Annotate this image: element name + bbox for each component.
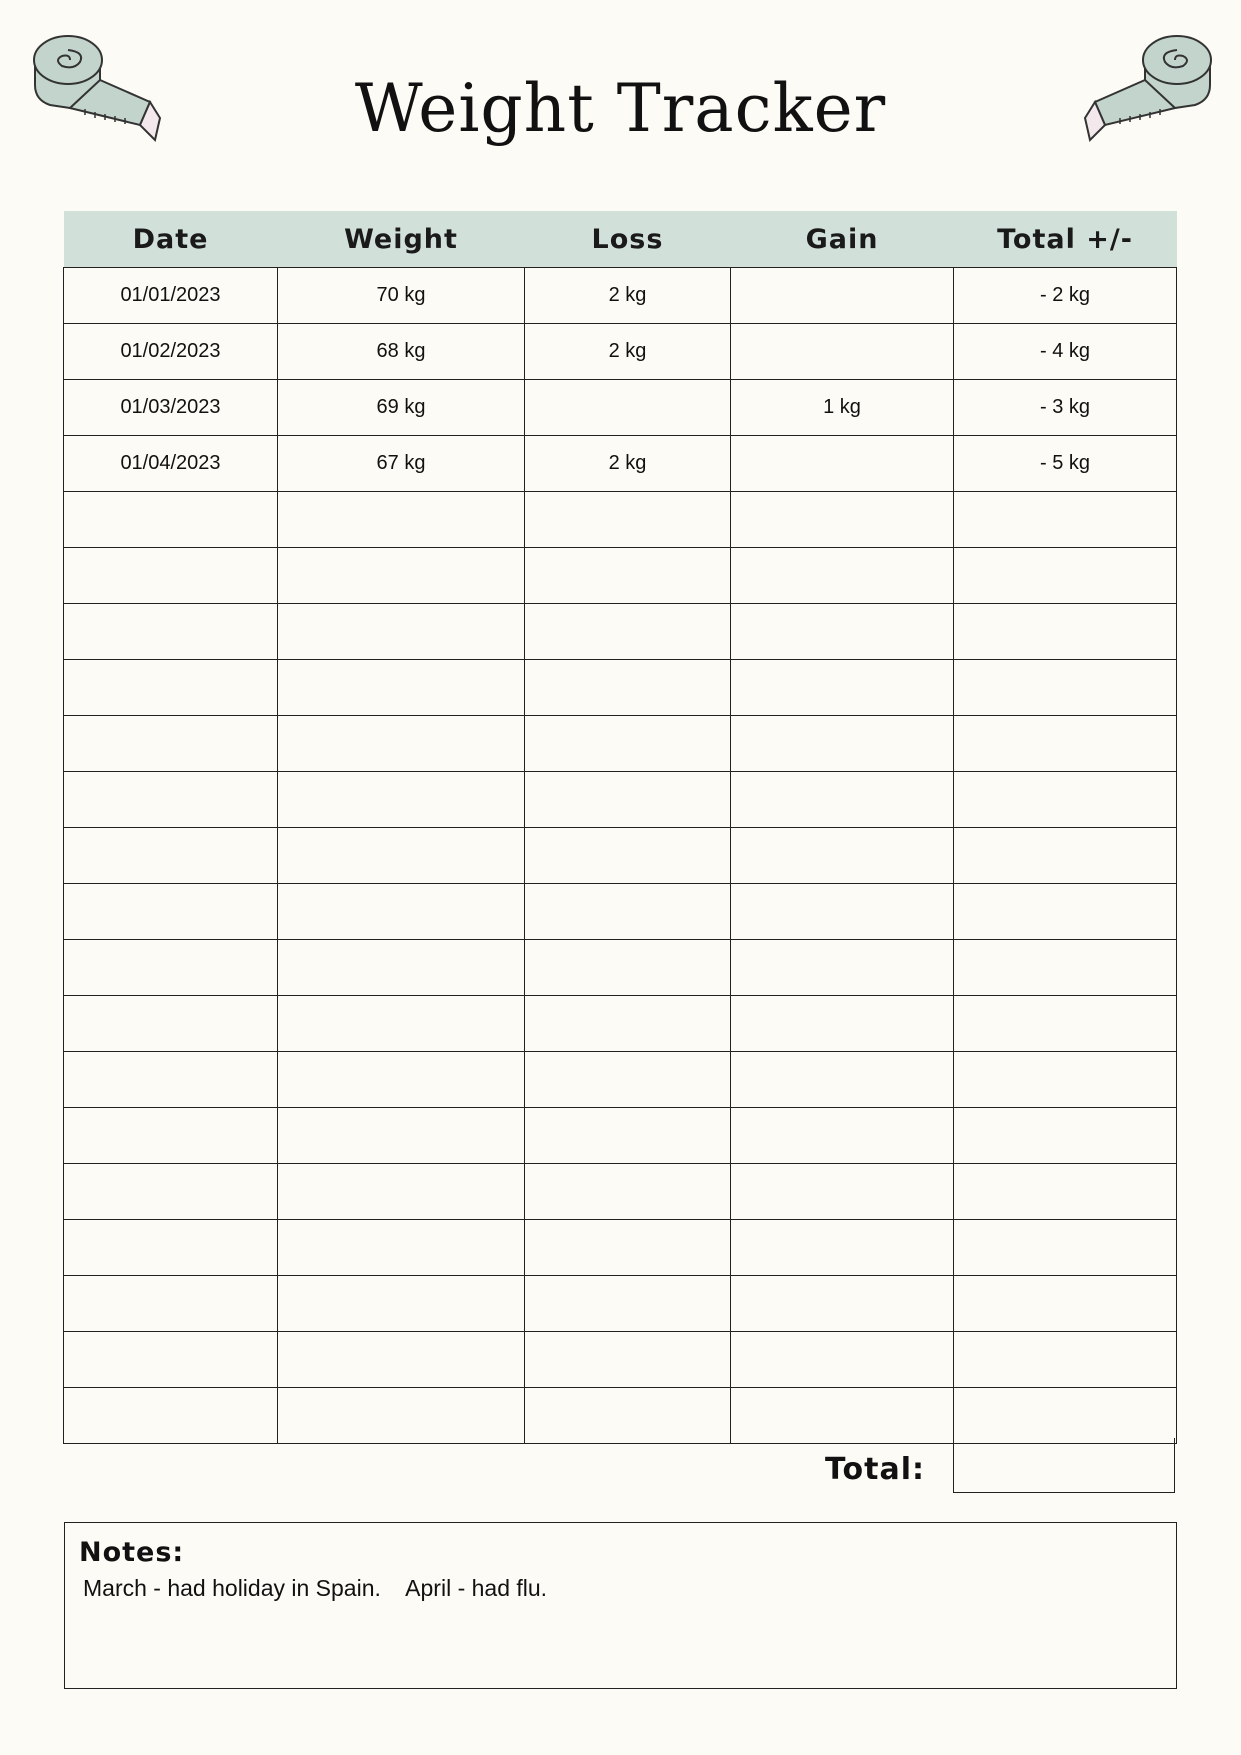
- table-row: [64, 436, 1177, 492]
- cell-total[interactable]: [954, 716, 1177, 772]
- notes-box[interactable]: [64, 1522, 1177, 1689]
- table-row: [64, 884, 1177, 940]
- notes-label: Notes:: [79, 1537, 185, 1568]
- cell-loss[interactable]: [525, 380, 731, 436]
- cell-loss[interactable]: 2 kg: [525, 324, 731, 380]
- cell-loss[interactable]: [525, 884, 731, 940]
- cell-total[interactable]: [954, 548, 1177, 604]
- table-row: [64, 772, 1177, 828]
- cell-gain[interactable]: [731, 436, 954, 492]
- cell-loss[interactable]: 2 kg: [525, 268, 731, 324]
- cell-total[interactable]: [954, 1108, 1177, 1164]
- total-field[interactable]: [953, 1438, 1175, 1493]
- column-header-date: Date: [64, 211, 278, 268]
- cell-loss[interactable]: [525, 1108, 731, 1164]
- cell-date[interactable]: [64, 716, 278, 772]
- notes-text: March - had holiday in Spain. April - had flu.: [83, 1575, 548, 1601]
- cell-gain[interactable]: [731, 716, 954, 772]
- cell-weight[interactable]: 70 kg: [278, 268, 525, 324]
- cell-date[interactable]: [64, 884, 278, 940]
- cell-total[interactable]: [954, 1388, 1177, 1444]
- cell-gain[interactable]: [731, 492, 954, 548]
- cell-total[interactable]: [954, 1220, 1177, 1276]
- cell-weight[interactable]: [278, 1164, 525, 1220]
- table-row: [64, 1388, 1177, 1444]
- cell-loss[interactable]: [525, 660, 731, 716]
- table-row: [64, 492, 1177, 548]
- cell-gain[interactable]: [731, 996, 954, 1052]
- cell-total[interactable]: [954, 884, 1177, 940]
- cell-date[interactable]: [64, 548, 278, 604]
- cell-gain[interactable]: [731, 1108, 954, 1164]
- table-row: [64, 716, 1177, 772]
- table-row: [64, 380, 1177, 436]
- cell-weight[interactable]: [278, 548, 525, 604]
- table-row: [64, 828, 1177, 884]
- table-row: [64, 1220, 1177, 1276]
- cell-date[interactable]: [64, 492, 278, 548]
- column-header-weight: Weight: [278, 211, 525, 268]
- cell-gain[interactable]: [731, 1164, 954, 1220]
- cell-gain[interactable]: [731, 660, 954, 716]
- cell-date[interactable]: [64, 660, 278, 716]
- cell-gain[interactable]: [731, 884, 954, 940]
- cell-total[interactable]: - 5 kg: [954, 436, 1177, 492]
- cell-total[interactable]: [954, 1164, 1177, 1220]
- table-row: [64, 604, 1177, 660]
- cell-date[interactable]: 01/03/2023: [64, 380, 278, 436]
- table-row: [64, 940, 1177, 996]
- cell-weight[interactable]: [278, 772, 525, 828]
- cell-gain[interactable]: [731, 1332, 954, 1388]
- table-row: [64, 996, 1177, 1052]
- cell-total[interactable]: [954, 1332, 1177, 1388]
- cell-gain[interactable]: [731, 772, 954, 828]
- table-row: [64, 1332, 1177, 1388]
- cell-weight[interactable]: 67 kg: [278, 436, 525, 492]
- cell-weight[interactable]: [278, 1052, 525, 1108]
- cell-loss[interactable]: [525, 940, 731, 996]
- cell-weight[interactable]: [278, 716, 525, 772]
- cell-date[interactable]: [64, 1052, 278, 1108]
- cell-gain[interactable]: [731, 828, 954, 884]
- total-label: Total:: [825, 1452, 925, 1487]
- cell-loss[interactable]: [525, 1332, 731, 1388]
- cell-total[interactable]: - 2 kg: [954, 268, 1177, 324]
- cell-date[interactable]: [64, 604, 278, 660]
- cell-date[interactable]: 01/01/2023: [64, 268, 278, 324]
- cell-weight[interactable]: [278, 828, 525, 884]
- table-row: [64, 660, 1177, 716]
- cell-date[interactable]: [64, 1332, 278, 1388]
- cell-loss[interactable]: [525, 604, 731, 660]
- table-row: [64, 1164, 1177, 1220]
- cell-loss[interactable]: [525, 492, 731, 548]
- cell-weight[interactable]: 69 kg: [278, 380, 525, 436]
- cell-weight[interactable]: [278, 884, 525, 940]
- cell-loss[interactable]: [525, 1052, 731, 1108]
- cell-gain[interactable]: [731, 324, 954, 380]
- table-header-row: [64, 211, 1177, 268]
- cell-total[interactable]: [954, 660, 1177, 716]
- cell-weight[interactable]: [278, 492, 525, 548]
- cell-gain[interactable]: [731, 1220, 954, 1276]
- cell-total[interactable]: [954, 604, 1177, 660]
- cell-total[interactable]: [954, 940, 1177, 996]
- cell-gain[interactable]: [731, 1052, 954, 1108]
- column-header-loss: Loss: [525, 211, 731, 268]
- cell-gain[interactable]: [731, 1276, 954, 1332]
- cell-date[interactable]: [64, 1108, 278, 1164]
- cell-loss[interactable]: [525, 996, 731, 1052]
- table-row: [64, 1052, 1177, 1108]
- cell-date[interactable]: [64, 828, 278, 884]
- table-row: [64, 1108, 1177, 1164]
- cell-gain[interactable]: [731, 268, 954, 324]
- cell-total[interactable]: - 4 kg: [954, 324, 1177, 380]
- cell-date[interactable]: [64, 1388, 278, 1444]
- cell-total[interactable]: [954, 1276, 1177, 1332]
- cell-weight[interactable]: [278, 1220, 525, 1276]
- cell-gain[interactable]: 1 kg: [731, 380, 954, 436]
- cell-weight[interactable]: [278, 604, 525, 660]
- column-header-gain: Gain: [731, 211, 954, 268]
- cell-loss[interactable]: [525, 548, 731, 604]
- weight-table: [63, 211, 1177, 1444]
- cell-loss[interactable]: [525, 772, 731, 828]
- cell-weight[interactable]: 68 kg: [278, 324, 525, 380]
- cell-total[interactable]: [954, 996, 1177, 1052]
- cell-date[interactable]: 01/04/2023: [64, 436, 278, 492]
- table-row: [64, 268, 1177, 324]
- table-row: [64, 1276, 1177, 1332]
- cell-gain[interactable]: [731, 1388, 954, 1444]
- cell-weight[interactable]: [278, 1388, 525, 1444]
- cell-date[interactable]: [64, 772, 278, 828]
- cell-gain[interactable]: [731, 940, 954, 996]
- cell-total[interactable]: [954, 828, 1177, 884]
- cell-total[interactable]: - 3 kg: [954, 380, 1177, 436]
- cell-date[interactable]: [64, 1220, 278, 1276]
- cell-gain[interactable]: [731, 548, 954, 604]
- cell-loss[interactable]: [525, 1220, 731, 1276]
- cell-weight[interactable]: [278, 660, 525, 716]
- page-title: Weight Tracker: [354, 70, 887, 147]
- cell-loss[interactable]: [525, 1164, 731, 1220]
- cell-weight[interactable]: [278, 996, 525, 1052]
- cell-date[interactable]: [64, 1276, 278, 1332]
- cell-weight[interactable]: [278, 1108, 525, 1164]
- table-row: [64, 324, 1177, 380]
- cell-date[interactable]: 01/02/2023: [64, 324, 278, 380]
- table-row: [64, 548, 1177, 604]
- cell-total[interactable]: [954, 1052, 1177, 1108]
- cell-date[interactable]: [64, 940, 278, 996]
- cell-loss[interactable]: [525, 828, 731, 884]
- cell-gain[interactable]: [731, 604, 954, 660]
- cell-date[interactable]: [64, 996, 278, 1052]
- cell-weight[interactable]: [278, 940, 525, 996]
- cell-loss[interactable]: 2 kg: [525, 436, 731, 492]
- cell-total[interactable]: [954, 492, 1177, 548]
- cell-loss[interactable]: [525, 1276, 731, 1332]
- cell-date[interactable]: [64, 1164, 278, 1220]
- cell-loss[interactable]: [525, 1388, 731, 1444]
- cell-weight[interactable]: [278, 1276, 525, 1332]
- cell-loss[interactable]: [525, 716, 731, 772]
- cell-total[interactable]: [954, 772, 1177, 828]
- cell-weight[interactable]: [278, 1332, 525, 1388]
- column-header-total: Total +/-: [954, 211, 1177, 268]
